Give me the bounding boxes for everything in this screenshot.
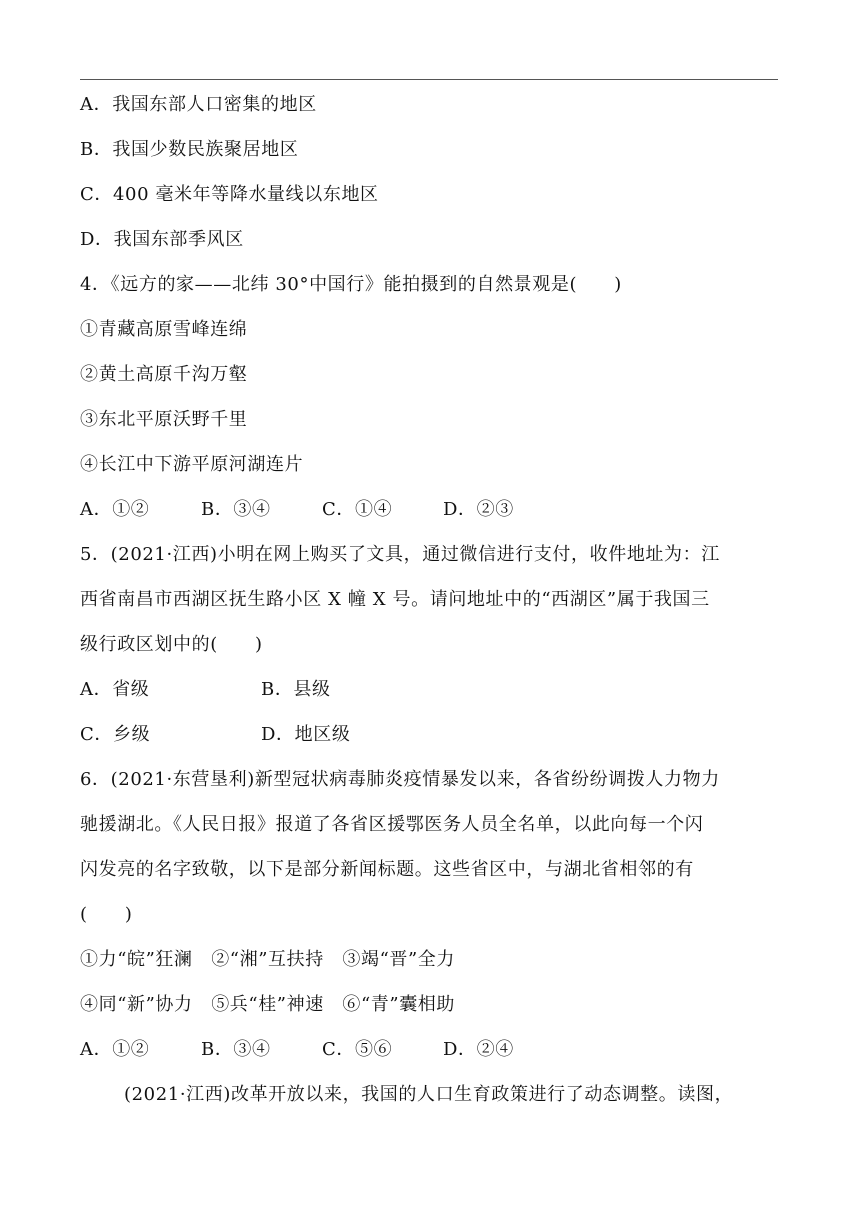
q4-item-2: ②黄土高原千沟万壑 [80, 364, 248, 385]
q4-item-3: ③东北平原沃野千里 [80, 409, 248, 430]
q3-option-d: D．我国东部季风区 [80, 229, 244, 250]
q5-stem-line-1: 5．(2021·江西)小明在网上购买了文具，通过微信进行支付，收件地址为：江 [80, 544, 720, 565]
q3-option-b: B．我国少数民族聚居地区 [80, 139, 299, 160]
q5-choice-b: B．县级 [261, 679, 331, 700]
q6-stem-line-1: 6．(2021·东营垦利)新型冠状病毒肺炎疫情暴发以来，各省纷纷调拨人力物力 [80, 769, 720, 790]
q5-choice-c: C．乡级 [80, 724, 151, 745]
q6-choice-a: A．①② [80, 1039, 150, 1060]
q6-stem-line-4: ( ) [80, 904, 133, 925]
q3-option-c: C．400 毫米年等降水量线以东地区 [80, 184, 379, 205]
q5-stem-line-2: 西省南昌市西湖区抚生路小区 X 幢 X 号。请问地址中的“西湖区”属于我国三 [80, 589, 710, 610]
q6-stem-line-3: 闪发亮的名字致敬，以下是部分新闻标题。这些省区中，与湖北省相邻的有 [80, 859, 694, 880]
q4-stem: 4．《远方的家——北纬 30°中国行》能拍摄到的自然景观是( ) [80, 274, 622, 295]
header-rule [80, 79, 778, 80]
q6-choice-d: D．②④ [443, 1039, 514, 1060]
q5-choice-d: D．地区级 [261, 724, 351, 745]
q6-item-line-1: ①力“皖”狂澜 ②“湘”互扶持 ③竭“晋”全力 [80, 949, 456, 970]
q4-item-4: ④长江中下游平原河湖连片 [80, 454, 304, 475]
q6-stem-line-2: 驰援湖北。《人民日报》报道了各省区援鄂医务人员全名单，以此向每一个闪 [80, 814, 704, 835]
q4-item-1: ①青藏高原雪峰连绵 [80, 319, 248, 340]
q6-item-line-2: ④同“新”协力 ⑤兵“桂”神速 ⑥“青”囊相助 [80, 994, 456, 1015]
q4-choice-a: A．①② [80, 499, 150, 520]
q3-option-a: A．我国东部人口密集的地区 [80, 94, 317, 115]
q4-choice-d: D．②③ [443, 499, 514, 520]
q4-choice-b: B．③④ [201, 499, 271, 520]
q5-choice-a: A．省级 [80, 679, 150, 700]
q5-stem-line-3: 级行政区划中的( ) [80, 634, 263, 655]
q6-choice-c: C．⑤⑥ [322, 1039, 393, 1060]
q7-intro: (2021·江西)改革开放以来，我国的人口生育政策进行了动态调整。读图， [124, 1084, 734, 1105]
q4-choice-c: C．①④ [322, 499, 393, 520]
q6-choice-b: B．③④ [201, 1039, 271, 1060]
